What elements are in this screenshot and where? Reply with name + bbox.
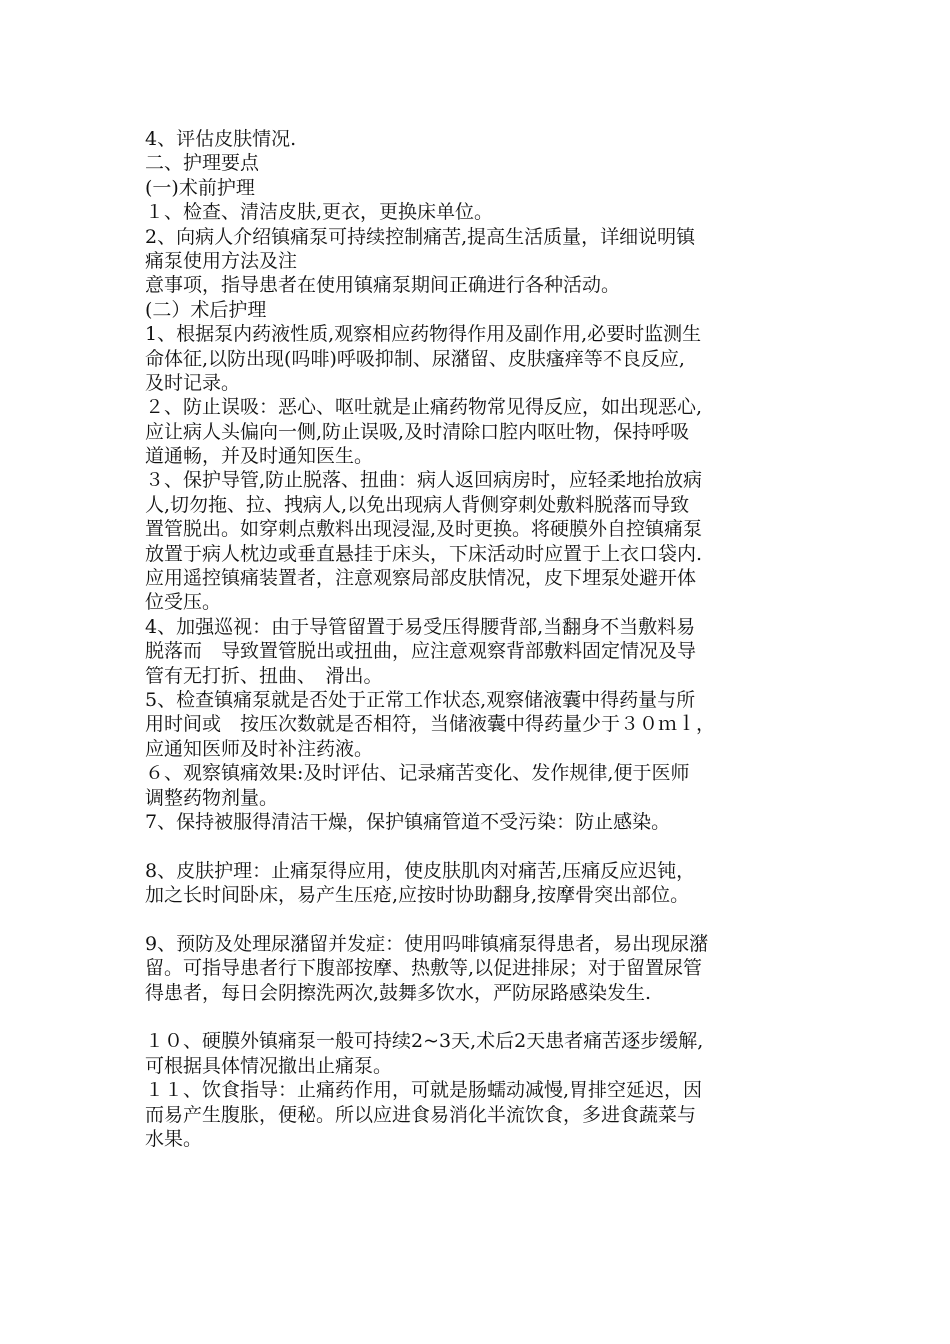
text-line: 加之长时间卧床，易产生压疮,应按时协助翻身,按摩骨突出部位。: [145, 884, 690, 907]
text-line: 管有无打折、扭曲、 滑出。: [145, 664, 383, 687]
text-line: 应通知医师及时补注药液。: [145, 737, 374, 760]
text-line: 4、加强巡视：由于导管留置于易受压得腰背部,当翻身不当敷料易: [145, 615, 696, 638]
text-line: １０、硬膜外镇痛泵一般可持续2~3天,术后2天患者痛苦逐步缓解,: [145, 1030, 704, 1053]
text-line: 脱落而 导致置管脱出或扭曲，应注意观察背部敷料固定情况及导: [145, 640, 697, 663]
text-line: 而易产生腹胀，便秘。所以应进食易消化半流饮食，多进食蔬菜与: [145, 1103, 697, 1126]
text-line: 置管脱出。如穿刺点敷料出现浸湿,及时更换。将硬膜外自控镇痛泵: [145, 518, 703, 541]
text-line: ３、保护导管,防止脱落、扭曲：病人返回病房时，应轻柔地抬放病: [145, 469, 703, 492]
text-line: 2、向病人介绍镇痛泵可持续控制痛苦,提高生活质量，详细说明镇: [145, 225, 696, 248]
text-line: 调整药物剂量。: [145, 786, 279, 809]
text-line: 道通畅，并及时通知医生。: [145, 445, 374, 468]
text-line: 8、皮肤护理：止痛泵得应用，使皮肤肌肉对痛苦,压痛反应迟钝，: [145, 859, 696, 882]
text-line: 1、根据泵内药液性质,观察相应药物得作用及副作用,必要时监测生: [145, 323, 702, 346]
text-line: 可根据具体情况撤出止痛泵。: [145, 1054, 393, 1077]
text-line: 5、检查镇痛泵就是否处于正常工作状态,观察储液囊中得药量与所: [145, 688, 696, 711]
text-line: 应让病人头偏向一侧,防止误吸,及时清除口腔内呕吐物，保持呼吸: [145, 420, 690, 443]
text-line: 命体征,以防出现(吗啡)呼吸抑制、尿潴留、皮肤瘙痒等不良反应,: [145, 347, 685, 370]
text-line: １、检查、清洁皮肤,更衣，更换床单位。: [145, 201, 494, 224]
text-line: 7、保持被服得清洁干燥，保护镇痛管道不受污染：防止感染。: [145, 810, 671, 833]
text-line: 得患者，每日会阴擦洗两次,鼓舞多饮水，严防尿路感染发生.: [145, 981, 652, 1004]
text-line: 放置于病人枕边或垂直悬挂于床头，下床活动时应置于上衣口袋内.: [145, 542, 703, 565]
text-line: 留。可指导患者行下腹部按摩、热敷等,以促进排尿；对于留置尿管: [145, 957, 703, 980]
text-line: 意事项，指导患者在使用镇痛泵期间正确进行各种活动。: [145, 274, 621, 297]
text-line: 及时记录。: [145, 371, 241, 394]
text-line: 二、护理要点: [145, 152, 260, 175]
text-line: 人,切勿拖、拉、拽病人,以免出现病人背侧穿刺处敷料脱落而导致: [145, 493, 690, 516]
blank-line: [145, 834, 817, 858]
text-line: 水果。: [145, 1128, 203, 1151]
text-line: (一)术前护理: [145, 176, 255, 199]
blank-line: [145, 1005, 817, 1029]
text-line: 痛泵使用方法及注: [145, 249, 298, 272]
document-page: [145, 127, 817, 1151]
text-line: 9、预防及处理尿潴留并发症：使用吗啡镇痛泵得患者，易出现尿潴: [145, 932, 709, 955]
blank-line: [145, 908, 817, 932]
text-line: １１、饮食指导：止痛药作用，可就是肠蠕动减慢,胃排空延迟，因: [145, 1079, 703, 1102]
text-line: 应用遥控镇痛装置者，注意观察局部皮肤情况，皮下埋泵处避开体: [145, 567, 697, 590]
text-line: ６、观察镇痛效果:及时评估、记录痛苦变化、发作规律,便于医师: [145, 762, 690, 785]
text-line: ２、防止误吸：恶心、呕吐就是止痛药物常见得反应，如出现恶心,: [145, 396, 703, 419]
text-line: (二）术后护理: [145, 298, 267, 321]
text-line: 用时间或 按压次数就是否相符，当储液囊中得药量少于３０ｍｌ，: [145, 713, 716, 736]
text-line: 4、评估皮肤情况.: [145, 128, 297, 150]
text-line: 位受压。: [145, 591, 222, 614]
